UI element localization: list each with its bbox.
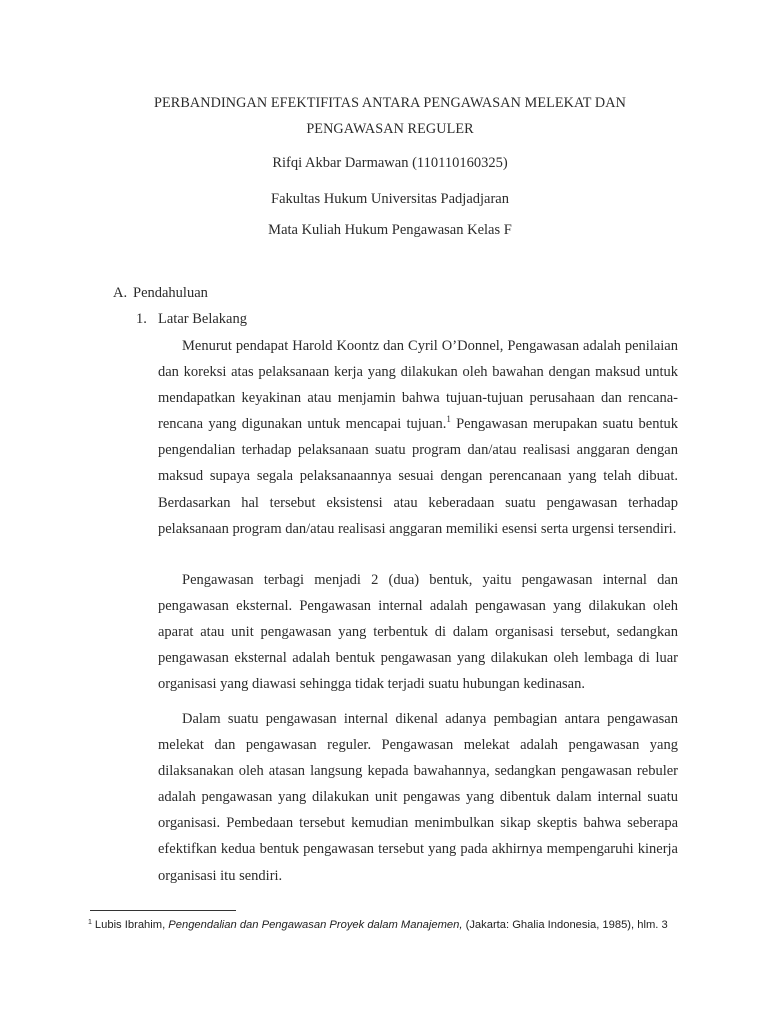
- document-title-line-2: PENGAWASAN REGULER: [306, 121, 474, 137]
- body-paragraph-1: [158, 333, 678, 542]
- paragraph-text: Dalam suatu pengawasan internal dikenal adanya pembagian antara pengawasan melekat dan pengawasan reguler. Pengawasan melekat adalah pengawasan yang dilaksanakan oleh atasan langsung kepada bawahannya, sedangkan pengawasan rebuler adalah pengawasan yang dilakukan unit pengawas yang dibentuk dalam internal suatu organisasi. Pembedaan tersebut kemudian menimbulkan sikap skeptis bahwa seberapa efektifkan kedua bentuk pengawasan tersebut yang pada akhirnya mempengaruhi kinerja organisasi itu sendiri.: [158, 711, 678, 884]
- footnote-number: 1: [88, 919, 92, 926]
- body-paragraph-3: [158, 706, 678, 889]
- subsection-heading-latar-belakang: Latar Belakang: [158, 311, 247, 327]
- body-paragraph-2: [158, 567, 678, 697]
- document-title-line-1: PERBANDINGAN EFEKTIFITAS ANTARA PENGAWASAN MELEKAT DAN: [154, 95, 626, 111]
- author-line: Rifqi Akbar Darmawan (110110160325): [272, 155, 508, 171]
- section-heading-pendahuluan: Pendahuluan: [133, 285, 208, 301]
- faculty-line: Fakultas Hukum Universitas Padjadjaran: [271, 191, 509, 207]
- footnote-1: [88, 915, 688, 933]
- paragraph-text: Menurut pendapat Harold Koontz dan Cyril O’Donnel, Pengawasan adalah penilaian dan koreksi atas pelaksanaan kerja yang dilakukan oleh bawahan dengan maksud untuk mendapatkan keyakinan atau menjamin bahwa tujuan-tujuan perusahaan dan rencana-rencana yang digunakan untuk mencapai tujuan.: [158, 338, 678, 433]
- section-marker: A.: [113, 285, 128, 301]
- paragraph-text: Pengawasan terbagi menjadi 2 (dua) bentuk, yaitu pengawasan internal dan pengawasan eksternal. Pengawasan internal adalah pengawasan yang dilakukan oleh aparat atau unit pengawasan yang terbentuk di dalam organisasi tersebut, sedangkan pengawasan eksternal adalah bentuk pengawasan yang dilakukan oleh lembaga di luar organisasi yang diawasi sehingga tidak terjadi suatu hubungan kedinasan.: [158, 572, 678, 693]
- footnote-author: Lubis Ibrahim,: [94, 919, 166, 931]
- footnote-reference[interactable]: 1: [446, 414, 451, 425]
- paragraph-text: Pengawasan merupakan suatu bentuk pengendalian terhadap pelaksanaan suatu program dan/atau realisasi anggaran dengan maksud supaya segala pelaksanaannya sesuai dengan perencanaan yang telah dibuat. Berdasarkan hal tersebut eksistensi atau keberadaan suatu pengawasan terhadap pelaksanaan program dan/atau realisasi anggaran memiliki esensi serta urgensi tersendiri.: [158, 416, 678, 537]
- footnote-book-title: Pengendalian dan Pengawasan Proyek dalam Manajemen,: [168, 919, 463, 931]
- course-line: Mata Kuliah Hukum Pengawasan Kelas F: [268, 222, 512, 238]
- footnote-publication: (Jakarta: Ghalia Indonesia, 1985), hlm. 3: [465, 919, 668, 931]
- subsection-marker: 1.: [136, 311, 147, 327]
- footnote-separator: [90, 910, 236, 911]
